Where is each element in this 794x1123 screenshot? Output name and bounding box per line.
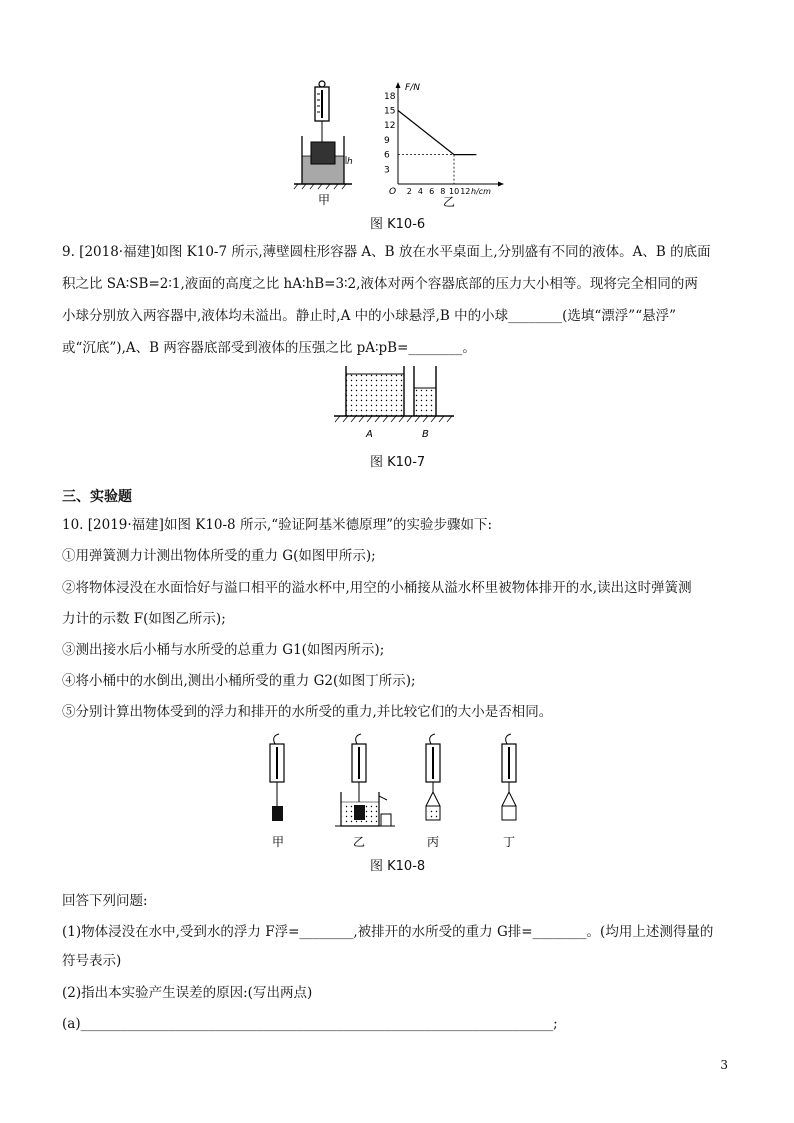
figure-k10-8 <box>255 730 535 852</box>
y-tick-label: 12 <box>384 121 396 132</box>
answer-2: (2)指出本实验产生误差的原因:(写出两点) <box>62 985 313 1001</box>
force-depth-chart <box>384 82 504 197</box>
q10-step-2a: ②将物体浸没在水面恰好与溢口相平的溢水杯中,用空的小桶接从溢水杯里被物体排开的水,读出这时弹簧测 <box>62 580 692 596</box>
scale-with-object <box>270 734 284 821</box>
label-yi: 乙 <box>353 835 366 849</box>
q10-step-2b: 力计的示数 F(如图乙所示); <box>62 611 226 627</box>
label-yi: 乙 <box>443 195 456 209</box>
label-b: B <box>422 429 429 440</box>
label-bing: 丙 <box>427 835 440 849</box>
caption-k10-7: 图 K10-7 <box>370 455 426 470</box>
x-tick-label: 4 <box>417 187 423 196</box>
spring-scale-diagram <box>294 81 352 189</box>
y-axis-label: F/N <box>405 83 420 93</box>
x-tick-label: 12 <box>460 187 471 196</box>
page-number: 3 <box>720 1058 728 1072</box>
label-jia: 甲 <box>272 835 285 849</box>
q10-step-3: ③测出接水后小桶与水所受的总重力 G1(如图丙所示); <box>62 642 385 658</box>
q9-line-3: 小球分别放入两容器中,液体均未溢出。静止时,A 中的小球悬浮,B 中的小球________(选填“漂浮”“悬浮” <box>62 308 676 324</box>
caption-k10-8: 图 K10-8 <box>370 859 426 874</box>
x-tick-label: 8 <box>440 187 446 196</box>
q9-line-1: 9. [2018·福建]如图 K10-7 所示,薄壁圆柱形容器 A、B 放在水平桌面上,分别盛有不同的液体。A、B 的底面 <box>62 244 711 260</box>
label-a: A <box>366 429 373 440</box>
scale-with-empty-bucket <box>502 734 516 820</box>
table-surface <box>334 416 454 422</box>
h-mark: h <box>347 157 353 167</box>
q10-line-1: 10. [2019·福建]如图 K10-8 所示,“验证阿基米德原理”的实验步骤如下: <box>62 517 493 533</box>
label-ding: 丁 <box>503 835 516 849</box>
y-tick-label: 6 <box>384 150 390 161</box>
q10-step-4: ④将小桶中的水倒出,测出小桶所受的重力 G2(如图丁所示); <box>62 673 416 689</box>
q9-line-2: 积之比 SA∶SB=2∶1,液面的高度之比 hA∶hB=3∶2,液体对两个容器底部的压力大小相等。现将完全相同的两 <box>62 276 698 292</box>
force-line <box>398 111 476 155</box>
y-tick-label: 18 <box>384 91 396 102</box>
q10-step-1: ①用弹簧测力计测出物体所受的重力 G(如图甲所示); <box>62 548 376 564</box>
q9-line-4: 或“沉底”),A、B 两容器底部受到液体的压强之比 pA∶pB=________。 <box>62 340 476 356</box>
caption-k10-6: 图 K10-6 <box>370 217 426 232</box>
answers-intro: 回答下列问题: <box>62 893 148 909</box>
scale-with-bucket-water <box>426 734 440 820</box>
y-tick-label: 15 <box>384 106 396 117</box>
x-tick-label: 2 <box>406 187 412 196</box>
figure-k10-7 <box>330 364 460 442</box>
section-title: 三、实验题 <box>62 489 132 505</box>
x-axis-label: h/cm <box>471 187 491 196</box>
answer-1b: 符号表示) <box>62 953 122 969</box>
label-jia: 甲 <box>318 193 331 207</box>
origin-label: O <box>389 187 397 197</box>
answer-a: (a)______________________________________________________________________; <box>62 1016 558 1032</box>
x-tick-label: 6 <box>429 187 435 196</box>
scale-with-overflow-cup <box>335 734 395 826</box>
container-a <box>346 366 404 416</box>
container-b <box>414 366 436 416</box>
answer-1a: (1)物体浸没在水中,受到水的浮力 F浮=________,被排开的水所受的重力 G排=________。(均用上述测得量的 <box>62 924 714 940</box>
x-tick-label: 10 <box>449 187 460 196</box>
q10-step-5: ⑤分别计算出物体受到的浮力和排开的水所受的重力,并比较它们的大小是否相同。 <box>62 704 553 720</box>
y-tick-label: 9 <box>384 135 390 146</box>
y-tick-label: 3 <box>384 165 390 176</box>
figure-k10-6 <box>290 78 510 213</box>
